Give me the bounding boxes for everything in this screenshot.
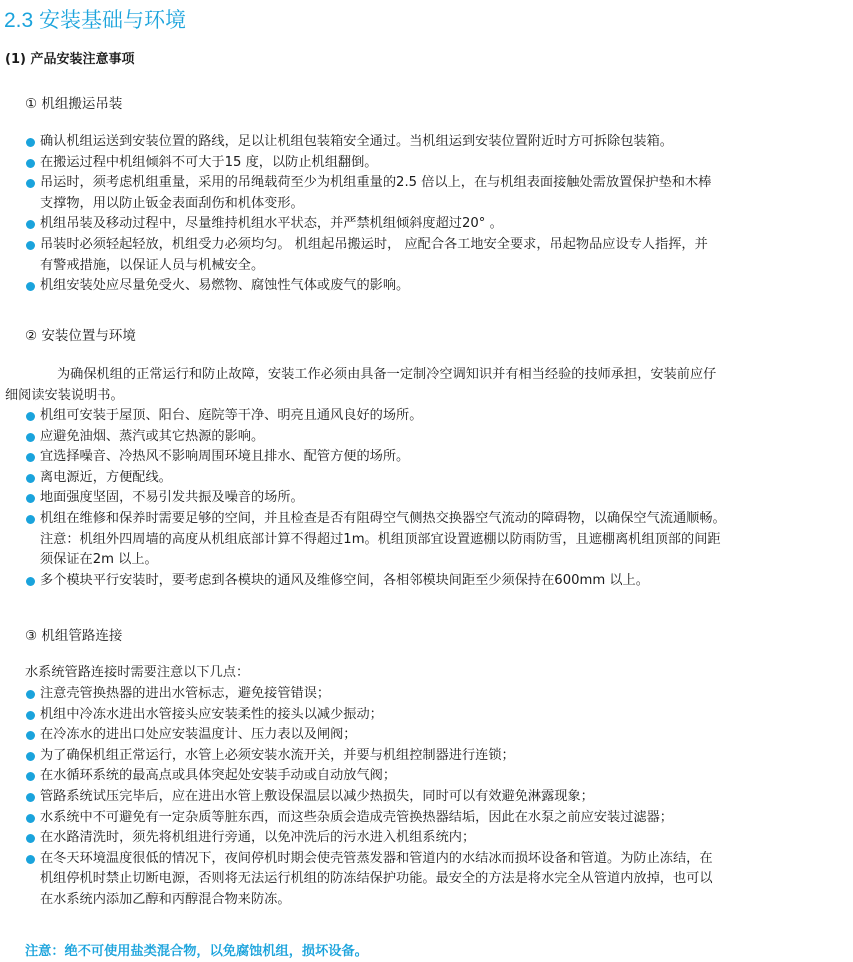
list-item <box>25 828 851 849</box>
list-item-line: 在冷冻水的进出口处应安装温度计、压力表以及闸阀； <box>40 727 357 743</box>
intro-line: 水系统管路连接时需要注意以下几点： <box>25 665 250 680</box>
intro-line: 为确保机组的正常运行和防止故障，安装工作必须由具备一定制冷空调知识并有相当经验的技师承担，安装前应仔 <box>57 367 717 382</box>
section-heading-piping: ③ 机组管路连接 <box>25 628 123 644</box>
list-item-line: 在冬天环境温度很低的情况下，夜间停机时期会使壳管蒸发器和管道内的水结冰而损坏设备和管道。为防止冻结，在 <box>40 850 713 866</box>
list-item-line: 机组中冷冻水进出水管接头应安装柔性的接头以减少振动； <box>40 706 383 722</box>
section-heading-transport: ① 机组搬运吊装 <box>25 96 123 112</box>
list-item <box>25 173 851 214</box>
bullet-list-piping <box>25 684 851 911</box>
list-item <box>25 787 851 808</box>
list-item-line: 在水系统内添加乙醇和丙醇混合物来防冻。 <box>40 891 291 907</box>
list-item-line: 有警戒措施，以保证人员与机械安全。 <box>40 257 265 273</box>
list-item-line: 支撑物，用以防止钣金表面刮伤和机体变形。 <box>40 195 304 211</box>
list-item-line: 机组停机时禁止切断电源，否则将无法运行机组的防冻结保护功能。最安全的方法是将水完全从管道内放掉，也可以 <box>40 871 713 887</box>
section-heading-location: ② 安装位置与环境 <box>25 328 136 344</box>
list-item-line: 宜选择噪音、冷热风不影响周围环境且排水、配管方便的场所。 <box>40 449 410 465</box>
list-item-line: 在水循环系统的最高点或具体突起处安装手动或自动放气阀； <box>40 768 397 784</box>
list-item <box>25 509 851 571</box>
list-item-line: 多个模块平行安装时，要考虑到各模块的通风及维修空间，各相邻模块间距至少须保持在600mm 以上。 <box>40 572 649 588</box>
list-item-line: 为了确保机组正常运行，水管上必须安装水流开关，并要与机组控制器进行连锁； <box>40 747 515 763</box>
list-item <box>25 684 851 705</box>
bullet-list-transport <box>25 132 851 297</box>
list-item-line: 吊运时，须考虑机组重量，采用的吊绳载荷至少为机组重量的2.5 倍以上，在与机组表面接触处需放置保护垫和木棒 <box>40 175 712 191</box>
list-item-line: 注意：机组外四周墙的高度从机组底部计算不得超过1m。机组顶部宜设置遮棚以防雨防雪，且遮棚离机组顶部的间距 <box>40 531 721 547</box>
intro-paragraph-piping <box>25 663 853 684</box>
list-item-line: 离电源近，方便配线。 <box>40 469 172 485</box>
list-item <box>25 746 851 767</box>
list-item <box>25 571 851 592</box>
list-item-line: 管路系统试压完毕后，应在进出水管上敷设保温层以减少热损失，同时可以有效避免淋露现象； <box>40 788 594 804</box>
subsection-heading: (1) 产品安装注意事项 <box>5 52 135 67</box>
list-item-line: 在水路清洗时，须先将机组进行旁通，以免冲洗后的污水进入机组系统内； <box>40 830 476 846</box>
list-item-line: 机组可安装于屋顶、阳台、庭院等干净、明亮且通风良好的场所。 <box>40 408 423 423</box>
list-item <box>25 725 851 746</box>
warning-note: 注意：绝不可使用盐类混合物，以免腐蚀机组，损坏设备。 <box>25 944 368 959</box>
bullet-list-location <box>25 406 851 591</box>
list-item <box>25 766 851 787</box>
intro-line: 细阅读安装说明书。 <box>5 387 124 403</box>
list-item <box>25 808 851 829</box>
intro-paragraph-location <box>5 365 851 406</box>
list-item-line: 地面强度坚固，不易引发共振及噪音的场所。 <box>40 490 304 506</box>
list-item-line: 须保证在2m 以上。 <box>40 552 158 568</box>
list-item <box>25 132 851 153</box>
list-item <box>25 849 851 911</box>
list-item <box>25 406 851 427</box>
list-item <box>25 214 851 235</box>
list-item <box>25 276 851 297</box>
page-title: 2.3 安装基础与环境 <box>4 9 187 32</box>
list-item <box>25 468 851 489</box>
list-item-line: 机组安装处应尽量免受火、易燃物、腐蚀性气体或废气的影响。 <box>40 278 410 294</box>
list-item-line: 确认机组运送到安装位置的路线，足以让机组包装箱安全通过。当机组运到安装位置附近时方可拆除包装箱。 <box>40 134 673 149</box>
list-item-line: 在搬运过程中机组倾斜不可大于15 度，以防止机组翻倒。 <box>40 154 378 170</box>
list-item <box>25 447 851 468</box>
list-item <box>25 488 851 509</box>
list-item <box>25 427 851 448</box>
list-item <box>25 153 851 174</box>
list-item-line: 机组在维修和保养时需要足够的空间，并且检查是否有阻碍空气侧热交换器空气流动的障碍物，以确保空气流通顺畅。 <box>40 510 726 526</box>
list-item-line: 注意壳管换热器的进出水管标志，避免接管错误； <box>40 686 331 701</box>
list-item-line: 水系统中不可避免有一定杂质等脏东西，而这些杂质会造成壳管换热器结垢，因此在水泵之前应安装过滤器； <box>40 809 673 825</box>
list-item-line: 机组吊装及移动过程中，尽量维持机组水平状态，并严禁机组倾斜度超过20° 。 <box>40 216 503 232</box>
list-item-line: 应避免油烟、蒸汽或其它热源的影响。 <box>40 428 265 444</box>
list-item-line: 吊装时必须轻起轻放，机组受力必须均匀。 机组起吊搬运时， 应配合各工地安全要求，吊起物品应设专人指挥，并 <box>40 236 708 252</box>
list-item <box>25 235 851 276</box>
list-item <box>25 705 851 726</box>
